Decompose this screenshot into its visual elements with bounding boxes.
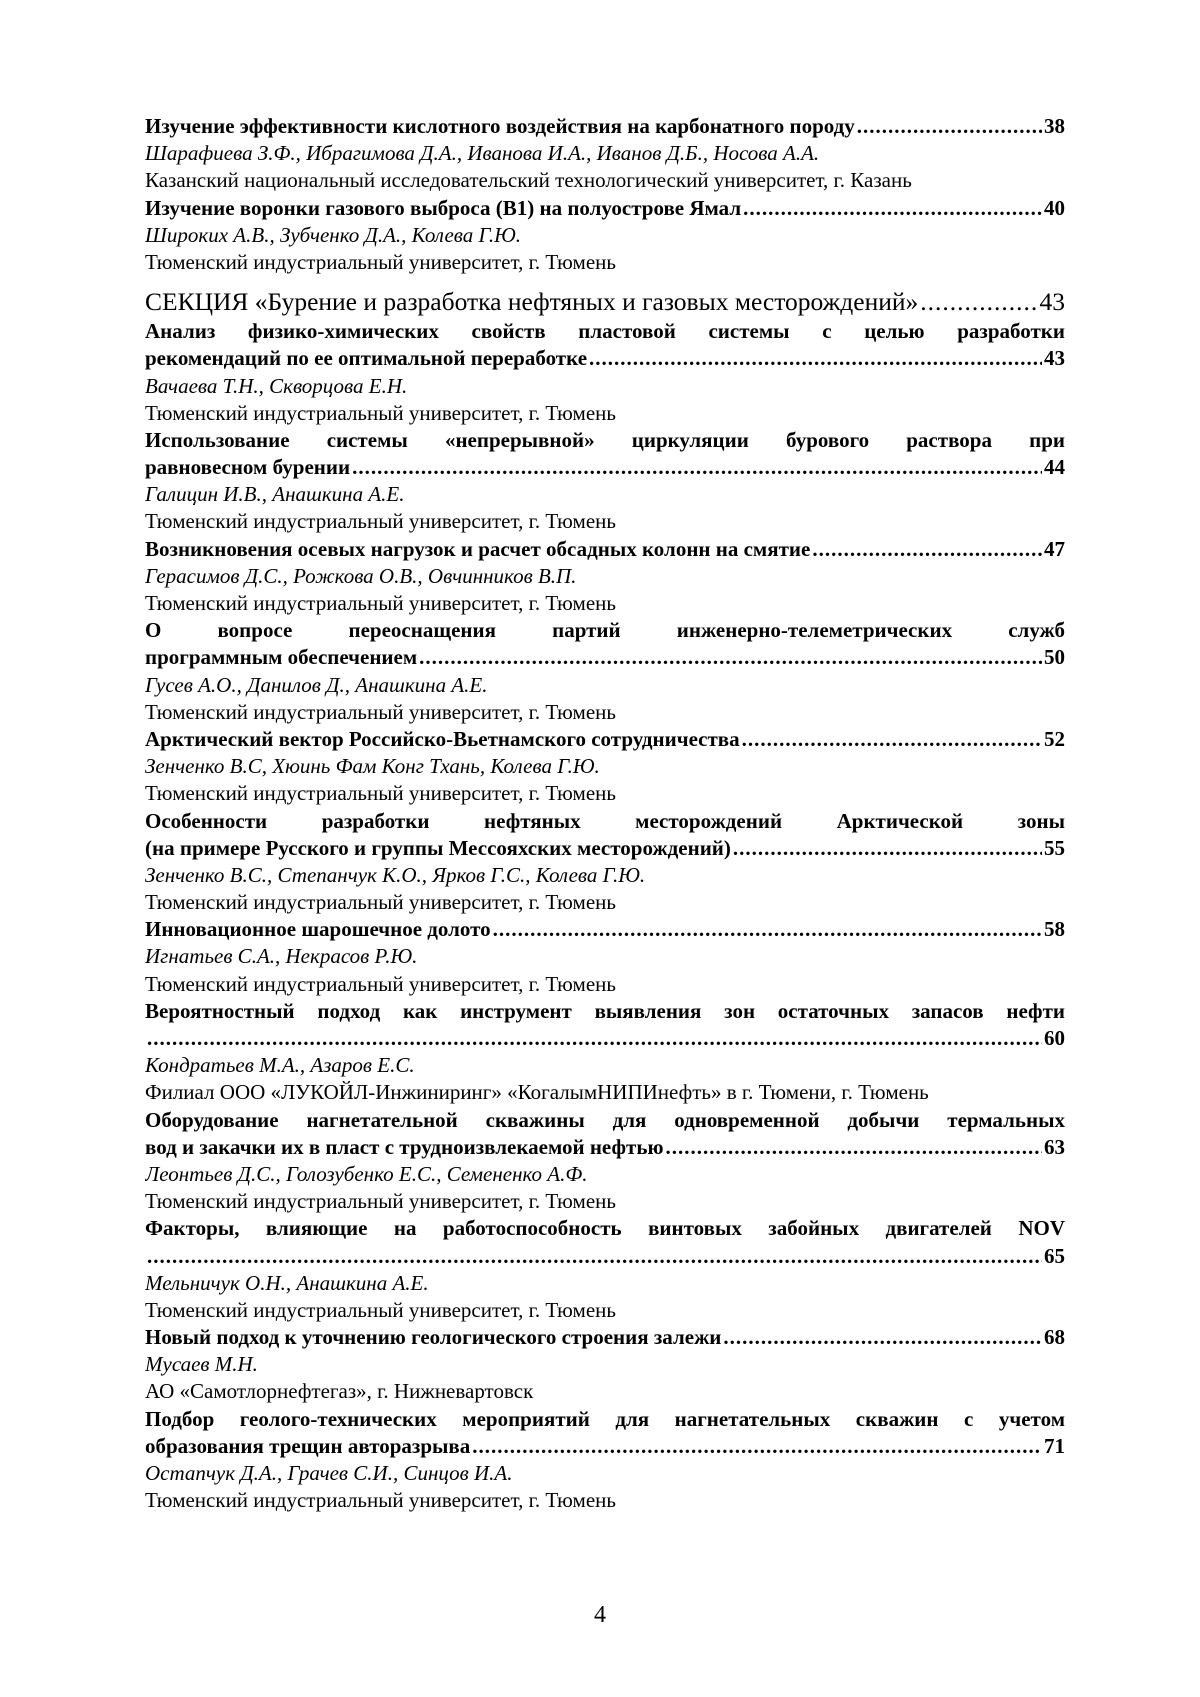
leader-dots (589, 345, 1042, 372)
entry-page-number: 68 (1044, 1324, 1065, 1351)
toc-entry (145, 427, 1065, 536)
entry-authors: Зенченко В.С., Степанчук К.О., Ярков Г.С., Колева Г.Ю. (145, 862, 1065, 889)
entry-affiliation: АО «Самотлорнефтегаз», г. Нижневартовск (145, 1378, 1065, 1405)
entry-authors: Шарафиева З.Ф., Ибрагимова Д.А., Иванова И.А., Иванов Д.Б., Носова А.А. (145, 140, 1065, 167)
entry-affiliation: Тюменский индустриальный университет, г. Тюмень (145, 1297, 1065, 1324)
entry-authors: Мельничук О.Н., Анашкина А.Е. (145, 1270, 1065, 1297)
leader-dots (743, 195, 1042, 222)
leader-dots (147, 1243, 1042, 1270)
page-number: 4 (0, 1600, 1200, 1630)
entry-page-number: 47 (1044, 536, 1065, 563)
entry-affiliation: Тюменский индустриальный университет, г. Тюмень (145, 249, 1065, 276)
entry-page-number: 58 (1044, 916, 1065, 943)
toc-entry (145, 1406, 1065, 1515)
toc-entry (145, 998, 1065, 1107)
entry-title-line[interactable]: Особенности разработки нефтяных месторождений Арктической зоны (145, 808, 1065, 835)
entry-affiliation: Тюменский индустриальный университет, г. Тюмень (145, 889, 1065, 916)
entry-title[interactable]: Изучение воронки газового выброса (В1) на полуострове Ямал ..... 40 (145, 195, 1065, 222)
leader-dots (812, 536, 1042, 563)
entry-title[interactable]: Изучение эффективности кислотного воздействия на карбонатного породу ..... 38 (145, 113, 1065, 140)
document-page (0, 0, 1200, 1697)
leader-dots (920, 286, 1037, 318)
entry-authors: Кондратьев М.А., Азаров Е.С. (145, 1052, 1065, 1079)
entry-page-number: 44 (1044, 454, 1065, 481)
entry-affiliation: Тюменский индустриальный университет, г. Тюмень (145, 780, 1065, 807)
entry-page-number: 71 (1044, 1433, 1065, 1460)
leader-dots (666, 1134, 1043, 1161)
entry-title[interactable]: равновесном бурении ..... 44 (145, 454, 1065, 481)
entry-title-line[interactable]: Вероятностный подход как инструмент выявления зон остаточных запасов нефти (145, 998, 1065, 1025)
toc-entry (145, 617, 1065, 726)
entry-page-number: 43 (1044, 345, 1065, 372)
entry-affiliation: Тюменский индустриальный университет, г. Тюмень (145, 699, 1065, 726)
entry-title[interactable]: вод и закачки их в пласт с трудноизвлекаемой нефтью ..... 63 (145, 1134, 1065, 1161)
leader-dots (723, 1324, 1042, 1351)
entry-title[interactable]: (на примере Русского и группы Мессояхских месторождений) ..... 55 (145, 835, 1065, 862)
toc-entry (145, 726, 1065, 808)
entry-affiliation: Тюменский индустриальный университет, г. Тюмень (145, 508, 1065, 535)
toc-entry (145, 808, 1065, 917)
entry-title-line[interactable]: Анализ физико-химических свойств пластовой системы с целью разработки (145, 318, 1065, 345)
entry-page-number: 63 (1044, 1134, 1065, 1161)
entry-affiliation: Филиал ООО «ЛУКОЙЛ-Инжиниринг» «КогалымНИПИнефть» в г. Тюмени, г. Тюмень (145, 1079, 1065, 1106)
leader-dots (147, 1025, 1042, 1052)
toc-entry (145, 1215, 1065, 1324)
entry-authors: Галицин И.В., Анашкина А.Е. (145, 481, 1065, 508)
leader-dots (733, 835, 1042, 862)
section-page-number: 43 (1040, 286, 1066, 318)
toc-entry (145, 318, 1065, 427)
table-of-contents (145, 113, 1065, 1514)
entry-affiliation: Тюменский индустриальный университет, г. Тюмень (145, 1188, 1065, 1215)
entry-authors: Вачаева Т.Н., Скворцова Е.Н. (145, 373, 1065, 400)
entry-affiliation: Тюменский индустриальный университет, г. Тюмень (145, 971, 1065, 998)
leader-dots (419, 644, 1042, 671)
entry-authors: Остапчук Д.А., Грачев С.И., Синцов И.А. (145, 1460, 1065, 1487)
leader-dots (742, 726, 1042, 753)
entry-authors: Зенченко В.С, Хюинь Фам Конг Тхань, Колева Г.Ю. (145, 753, 1065, 780)
entry-title-line[interactable]: Оборудование нагнетательной скважины для одновременной добычи термальных (145, 1107, 1065, 1134)
entry-title-line[interactable]: Подбор геолого-технических мероприятий для нагнетательных скважин с учетом (145, 1406, 1065, 1433)
leader-dots (472, 1433, 1042, 1460)
toc-entry (145, 916, 1065, 998)
section-heading[interactable]: СЕКЦИЯ «Бурение и разработка нефтяных и газовых месторождений» ..... 43 (145, 286, 1065, 318)
entry-page-number: 55 (1044, 835, 1065, 862)
toc-entry (145, 1324, 1065, 1406)
entry-title-line[interactable]: Факторы, влияющие на работоспособность винтовых забойных двигателей NOV (145, 1215, 1065, 1242)
entry-page-number: 38 (1044, 113, 1065, 140)
entry-authors: Леонтьев Д.С., Голозубенко Е.С., Семененко А.Ф. (145, 1161, 1065, 1188)
entry-page-number: 52 (1044, 726, 1065, 753)
entry-title-line[interactable]: Использование системы «непрерывной» циркуляции бурового раствора при (145, 427, 1065, 454)
entry-title[interactable]: образования трещин авторазрыва ..... 71 (145, 1433, 1065, 1460)
leader-dots (493, 916, 1042, 943)
toc-entry (145, 536, 1065, 618)
entry-title-line[interactable]: О вопросе переоснащения партий инженерно-телеметрических служб (145, 617, 1065, 644)
toc-entry (145, 1107, 1065, 1216)
entry-page-number: 60 (1044, 1025, 1065, 1052)
entry-affiliation: Тюменский индустриальный университет, г. Тюмень (145, 1487, 1065, 1514)
entry-title[interactable]: рекомендаций по ее оптимальной переработке ..... 43 (145, 345, 1065, 372)
entry-page-number: 40 (1044, 195, 1065, 222)
entry-title[interactable] (145, 1243, 1065, 1270)
toc-entry (145, 113, 1065, 195)
entry-page-number: 65 (1044, 1243, 1065, 1270)
entry-title[interactable]: Арктический вектор Российско-Вьетнамского сотрудничества ..... 52 (145, 726, 1065, 753)
entry-title[interactable]: Возникновения осевых нагрузок и расчет обсадных колонн на смятие ..... 47 (145, 536, 1065, 563)
entry-affiliation: Тюменский индустриальный университет, г. Тюмень (145, 400, 1065, 427)
entry-authors: Гусев А.О., Данилов Д., Анашкина А.Е. (145, 672, 1065, 699)
entry-authors: Герасимов Д.С., Рожкова О.В., Овчинников В.П. (145, 563, 1065, 590)
leader-dots (352, 454, 1042, 481)
entry-title[interactable] (145, 1025, 1065, 1052)
entry-page-number: 50 (1044, 644, 1065, 671)
entry-title[interactable]: Инновационное шарошечное долото ..... 58 (145, 916, 1065, 943)
entry-title[interactable]: Новый подход к уточнению геологического строения залежи ..... 68 (145, 1324, 1065, 1351)
entry-affiliation: Казанский национальный исследовательский технологический университет, г. Казань (145, 167, 1065, 194)
entry-title[interactable]: программным обеспечением ..... 50 (145, 644, 1065, 671)
entry-authors: Игнатьев С.А., Некрасов Р.Ю. (145, 943, 1065, 970)
entry-authors: Мусаев М.Н. (145, 1351, 1065, 1378)
leader-dots (857, 113, 1042, 140)
toc-entry (145, 195, 1065, 277)
entry-authors: Широких А.В., Зубченко Д.А., Колева Г.Ю. (145, 222, 1065, 249)
entry-affiliation: Тюменский индустриальный университет, г. Тюмень (145, 590, 1065, 617)
